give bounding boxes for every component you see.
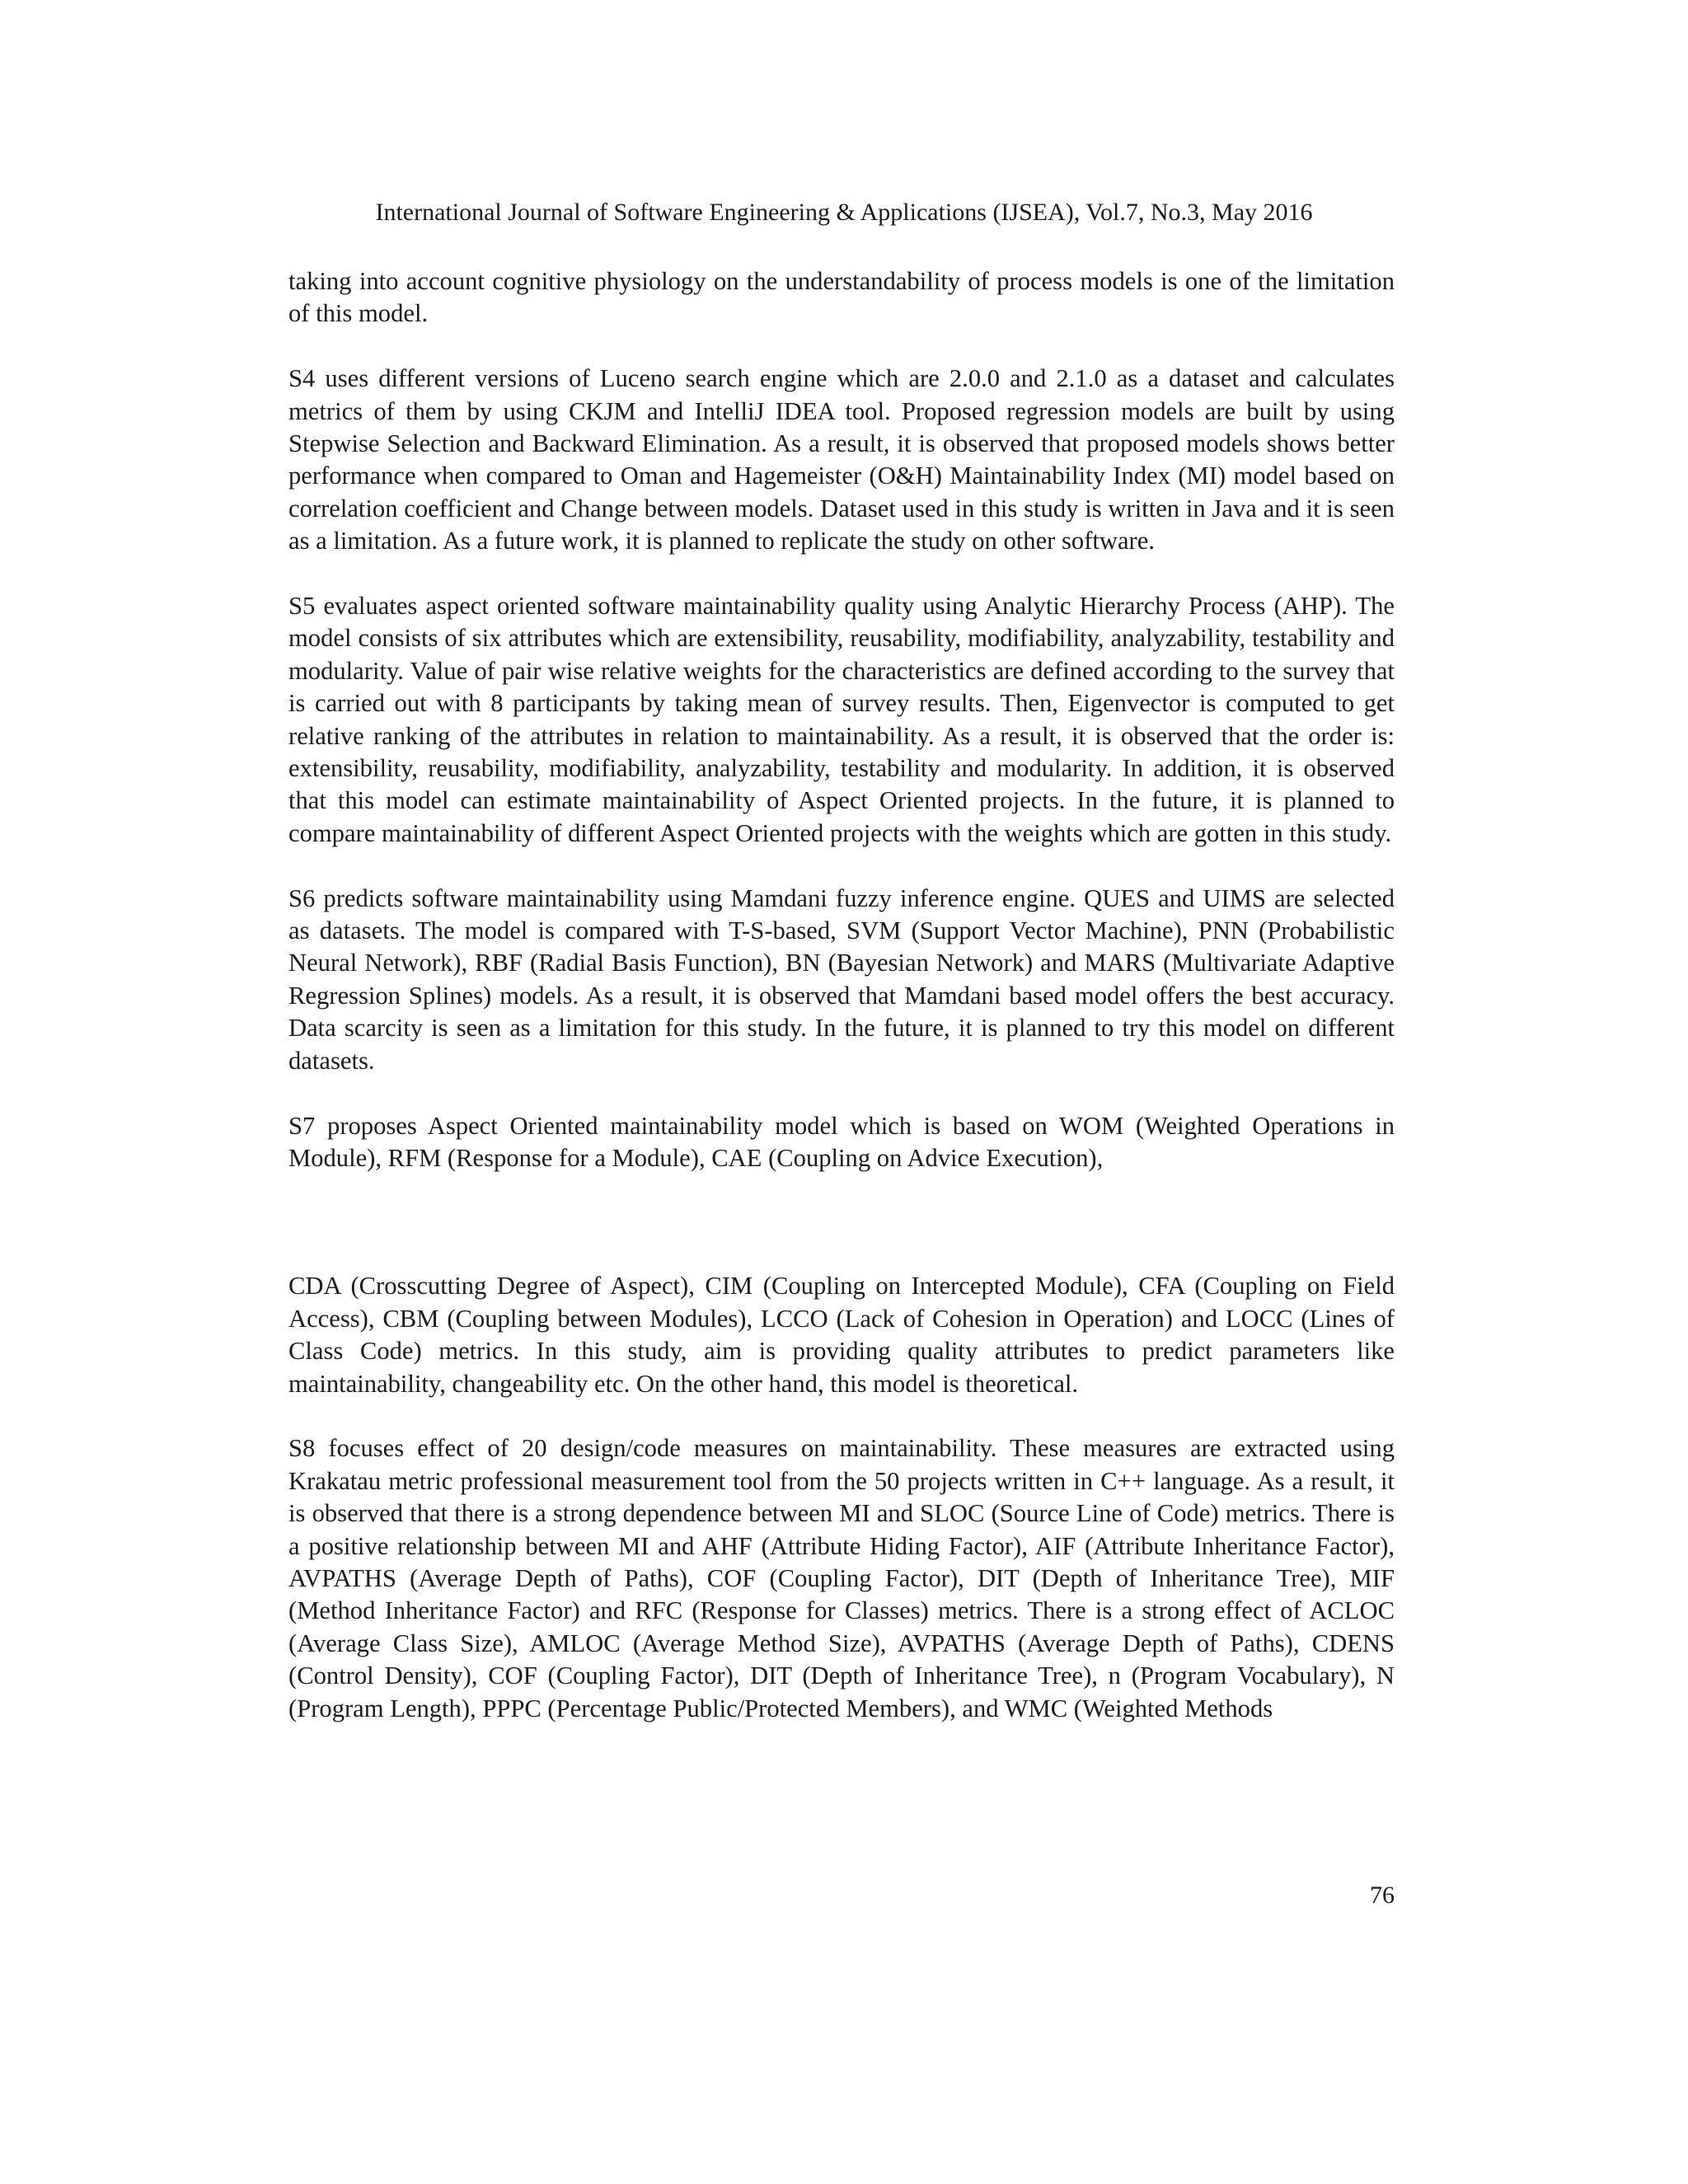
paragraph-s8: S8 focuses effect of 20 design/code measures on maintainability. These measures are extracted using Krakatau metric professional measurement tool from the 50 projects written in C++ language. As a result, it is observed that there is a strong dependence between MI and SLOC (Source Line of Code) metrics. There is a positive relationship between MI and AHF (Attribute Hiding Factor), AIF (Attribute Inheritance Factor), AVPATHS (Average Depth of Paths), COF (Coupling Factor), DIT (Depth of Inheritance Tree), MIF (Method Inheritance Factor) and RFC (Response for Classes) metrics. There is a strong effect of ACLOC (Average Class Size), AMLOC (Average Method Size), AVPATHS (Average Depth of Paths), CDENS (Control Density), COF (Coupling Factor), DIT (Depth of Inheritance Tree), n (Program Vocabulary), N (Program Length), PPPC (Percentage Public/Protected Members), and WMC (Weighted Methods xyxy=(288,1434,1395,1722)
paragraph-s5: S5 evaluates aspect oriented software maintainability quality using Analytic Hierarchy Process (AHP). The model consists of six attributes which are extensibility, reusability, modifiability, analyzability, testability and modularity. Value of pair wise relative weights for the characteristics are defined according to the survey that is carried out with 8 participants by taking mean of survey results. Then, Eigenvector is computed to get relative ranking of the attributes in relation to maintainability. As a result, it is observed that the order is: extensibility, reusability, modifiability, analyzability, testability and modularity. In addition, it is observed that this model can estimate maintainability of Aspect Oriented projects. In the future, it is planned to compare maintainability of different Aspect Oriented projects with the weights which are gotten in this study. xyxy=(288,592,1395,847)
page-number: 76 xyxy=(1370,1882,1395,1909)
paragraph-s7-start: S7 proposes Aspect Oriented maintainability model which is based on WOM (Weighted Operations in Module), RFM (Response for a Module), CAE (Coupling on Advice Execution), xyxy=(288,1111,1395,1172)
running-header: International Journal of Software Engineering & Applications (IJSEA), Vol.7, No.3, May 2016 xyxy=(375,199,1313,226)
paragraph-s7-continuation: CDA (Crosscutting Degree of Aspect), CIM (Coupling on Intercepted Module), CFA (Coupling on Field Access), CBM (Coupling between Modules), LCCO (Lack of Cohesion in Operation) and LOCC (Lines of Class Code) metrics. In this study, aim is providing quality attributes to predict parameters like maintainability, changeability etc. On the other hand, this model is theoretical. xyxy=(288,1272,1395,1398)
body-text xyxy=(288,265,1395,1725)
paragraph-s4: S4 uses different versions of Luceno search engine which are 2.0.0 and 2.1.0 as a dataset and calculates metrics of them by using CKJM and IntelliJ IDEA tool. Proposed regression models are built by using Stepwise Selection and Backward Elimination. As a result, it is observed that proposed models shows better performance when compared to Oman and Hagemeister (O&H) Maintainability Index (MI) model based on correlation coefficient and Change between models. Dataset used in this study is written in Java and it is seen as a limitation. As a future work, it is planned to replicate the study on other software. xyxy=(288,364,1395,555)
paragraph-s6: S6 predicts software maintainability using Mamdani fuzzy inference engine. QUES and UIMS are selected as datasets. The model is compared with T-S-based, SVM (Support Vector Machine), PNN (Probabilistic Neural Network), RBF (Radial Basis Function), BN (Bayesian Network) and MARS (Multivariate Adaptive Regression Splines) models. As a result, it is observed that Mamdani based model offers the best accuracy. Data scarcity is seen as a limitation for this study. In the future, it is planned to try this model on different datasets. xyxy=(288,883,1395,1075)
paragraph-s3-continuation: taking into account cognitive physiology on the understandability of process models is one of the limitation of this model. xyxy=(288,267,1395,328)
